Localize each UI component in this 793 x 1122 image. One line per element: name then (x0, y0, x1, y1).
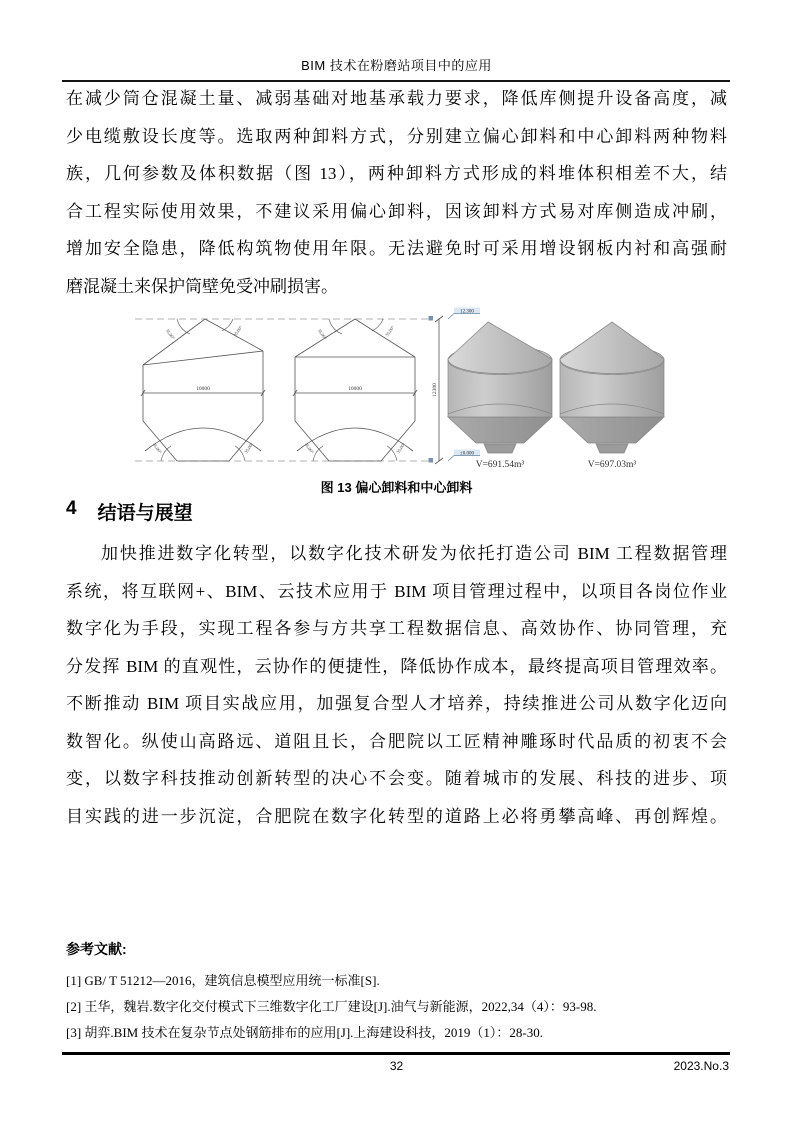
body-line: 加快推进数字化转型，以数字化技术研发为依托打造公司 BIM 工程数据管理 (101, 544, 727, 563)
body-line: 系统，将互联网+、BIM、云技术应用于 BIM 项目管理过程中，以项目各岗位作业 (66, 581, 727, 601)
angle-label: 35.00° (164, 327, 176, 341)
body-line: 在减少筒仓混凝土量、减弱基础对地基承载力要求，降低库侧提升设备高度，减 (66, 89, 727, 108)
body-line: 磨混凝土来保护筒壁免受冲刷损害。 (66, 276, 338, 296)
section-heading (66, 498, 193, 525)
section-heading-number: 4 (66, 498, 77, 519)
silo-model-center (560, 322, 664, 470)
dim-height-label: 12300 (432, 383, 438, 397)
page-header-title: BIM 技术在粉磨站项目中的应用 (301, 58, 492, 73)
reference-item: [2] 王华，魏岩.数字化交付模式下三维数字化工厂建设[J].油气与新能源，2022,34（4）：93-98. (66, 999, 597, 1014)
body-line: 不断推动 BIM 项目实战应用，加强复合型人才培养，持续推进公司从数字化迈向 (66, 694, 727, 713)
body-line: 少电缆敷设长度等。选取两种卸料方式，分别建立偏心卸料和中心卸料两种物料 (66, 126, 727, 146)
body-line: 目实践的进一步沉淀，合肥院在数字化转型的道路上必将勇攀高峰、再创辉煌。 (66, 806, 727, 826)
angle-label: 35.00° (316, 327, 328, 341)
footer-rule (62, 1052, 730, 1055)
body-line: 数智化。纵使山高路远、道阻且长，合肥院以工匠精神雕琢时代品质的初衷不会 (66, 731, 727, 751)
paragraph-2 (66, 535, 727, 835)
angle-label: 35.00° (243, 441, 255, 455)
dim-width-label: 10000 (348, 386, 362, 392)
silo-model-eccentric (448, 322, 552, 470)
body-line: 增加安全隐患，降低构筑物使用年限。无法避免时可采用增设钢板内衬和高强耐 (66, 239, 727, 258)
volume-label: V=697.03m³ (587, 460, 637, 470)
angle-label: 35.00° (151, 441, 163, 455)
level-top-label: 12.300 (460, 309, 474, 315)
footer-page-number: 32 (389, 1059, 404, 1073)
datum-tag-bottom (429, 458, 434, 463)
body-line: 变，以数字科技推动创新转型的决心不会变。随着城市的发展、科技的进步、项 (66, 769, 727, 788)
figure-13-drawing (133, 303, 681, 475)
body-line: 分发挥 BIM 的直观性，云协作的便捷性，降低协作成本，最终提高项目管理效率。 (66, 656, 727, 676)
figure-13 (133, 303, 681, 475)
datum-tag-top (429, 316, 434, 321)
footer-issue-label: 2023.No.3 (673, 1059, 729, 1073)
level-flag-top (448, 308, 480, 320)
references-heading: 参考文献: (66, 941, 127, 957)
volume-label: V=691.54m³ (475, 460, 525, 470)
body-line: 合工程实际使用效果，不建议采用偏心卸料，因该卸料方式易对库侧造成冲刷， (66, 201, 727, 221)
reference-item: [3] 胡弈.BIM 技术在复杂节点处钢筋排布的应用[J].上海建设科技，2019（1）：28-30. (66, 1025, 544, 1040)
body-line: 族，几何参数及体积数据（图 13），两种卸料方式形成的料堆体积相差不大，结 (66, 164, 727, 183)
reference-item: [1] GB/ T 51212—2016，建筑信息模型应用统一标准[S]. (66, 973, 380, 988)
angle-label: 35.00° (384, 324, 396, 338)
figure-caption: 图 13 偏心卸料和中心卸料 (320, 480, 473, 495)
angle-label: 35.00° (395, 441, 407, 455)
level-bottom-label: ±0.000 (460, 451, 474, 457)
angle-label: 35.00° (303, 441, 315, 455)
paragraph-1 (66, 80, 727, 305)
body-line: 数字化为手段，实现工程各参与方共享工程数据信息、高效协作、协同管理，充 (66, 619, 727, 638)
section-heading-title: 结语与展望 (97, 503, 193, 524)
dim-width-label: 10000 (196, 386, 210, 392)
page-footer (64, 1059, 729, 1075)
references-section (66, 939, 727, 1046)
angle-label: 35.00° (232, 324, 244, 338)
